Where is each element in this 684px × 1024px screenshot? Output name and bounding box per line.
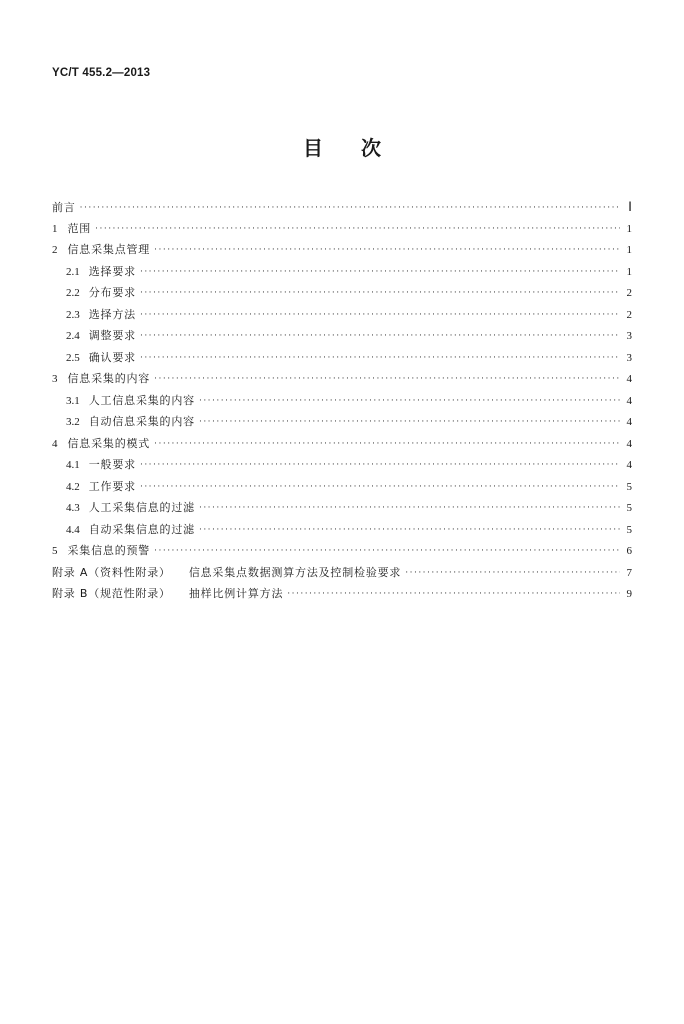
- toc-dot-leader: [140, 455, 620, 477]
- toc-entry-number: 2: [52, 244, 58, 256]
- toc-entry-title: [89, 476, 136, 498]
- toc-page-number: 7: [626, 566, 632, 579]
- toc-entry-number: 4.3: [66, 502, 80, 514]
- toc-entry-title-main: 工作要求: [88, 479, 136, 493]
- toc-entry-title-main: 采集信息的预警: [67, 544, 151, 557]
- toc-entry-number: 4.4: [66, 523, 80, 536]
- toc-entry[interactable]: [52, 218, 632, 240]
- toc-dot-leader: [199, 412, 620, 434]
- toc-entry-number: 2.1: [66, 265, 80, 278]
- toc-dot-leader: [199, 498, 620, 520]
- toc-entry-title: [89, 454, 136, 476]
- toc-page-number: 5: [626, 480, 632, 493]
- toc-entry[interactable]: [52, 368, 632, 390]
- toc-dot-leader: [140, 326, 620, 348]
- toc-page-number: 4: [626, 437, 632, 450]
- toc-entry[interactable]: [52, 454, 632, 476]
- toc-page-number: 5: [626, 523, 632, 536]
- toc-page-number: 3: [626, 351, 632, 364]
- toc-page-number: Ⅰ: [628, 199, 632, 214]
- toc-entry-title: [52, 583, 283, 605]
- toc-dot-leader: [154, 369, 620, 391]
- toc-entry[interactable]: [52, 562, 632, 584]
- toc-entry-title-main: 信息采集的内容: [67, 372, 151, 385]
- toc-page-number: 2: [626, 308, 632, 321]
- toc-entry-title-main: 选择方法: [88, 307, 136, 321]
- toc-entry-number: 4: [52, 437, 58, 450]
- toc-page-number: 3: [626, 330, 632, 342]
- toc-entry-title: [52, 562, 401, 584]
- toc-entry-title-main: 调整要求: [88, 329, 136, 342]
- title-char-1: 目: [303, 136, 323, 160]
- toc-dot-leader: [154, 541, 620, 563]
- toc-page-number: 4: [626, 394, 632, 407]
- document-code: YC/T 455.2—2013: [52, 67, 151, 79]
- toc-dot-leader: [140, 477, 620, 499]
- toc-entry-title-main: 范围: [67, 221, 92, 235]
- toc-page-number: 1: [626, 265, 632, 278]
- toc-dot-leader: [405, 563, 620, 585]
- toc-dot-leader: [287, 584, 620, 606]
- toc-page-number: 4: [626, 416, 632, 428]
- toc-page-number: 5: [626, 502, 632, 514]
- toc-page-number: 1: [626, 222, 632, 235]
- toc-entry-title-main: 信息采集点管理: [67, 243, 151, 256]
- toc-entry-title-main: 选择要求: [88, 264, 136, 278]
- toc-entry-title: [89, 497, 195, 519]
- toc-entry-title: [89, 261, 136, 283]
- toc-entry-title-main: 附录 B（规范性附录）: [52, 587, 171, 600]
- toc-entry[interactable]: [52, 390, 632, 412]
- toc-dot-leader: [154, 434, 620, 456]
- toc-entry[interactable]: [52, 304, 632, 326]
- toc-entry[interactable]: [52, 583, 632, 605]
- toc-entry[interactable]: [52, 261, 632, 283]
- toc-entry-title: [89, 304, 136, 326]
- toc-entry-title: [68, 218, 92, 240]
- toc-dot-leader: [199, 520, 620, 542]
- toc-entry[interactable]: [52, 476, 632, 498]
- toc-entry-title-main: 一般要求: [88, 458, 136, 471]
- toc-entry-number: 5: [52, 545, 58, 557]
- toc-entry-title: [68, 433, 151, 455]
- toc-page-number: 9: [626, 588, 632, 600]
- toc-entry-title-main: 确认要求: [88, 350, 136, 364]
- toc-entry[interactable]: [52, 497, 632, 519]
- title-char-2: 次: [361, 136, 381, 160]
- toc-entry[interactable]: [52, 282, 632, 304]
- toc-page-number: 4: [626, 459, 632, 471]
- toc-entry-title: [68, 368, 151, 390]
- toc-entry-title-main: 附录 A（资料性附录）: [52, 565, 171, 579]
- toc-entry-number: 3: [52, 373, 58, 385]
- toc-entry-title: [68, 540, 151, 562]
- table-of-contents: [52, 196, 632, 605]
- toc-entry-number: 2.4: [66, 330, 80, 342]
- toc-dot-leader: [140, 262, 620, 284]
- toc-entry-title-main: 信息采集的模式: [67, 436, 151, 450]
- toc-dot-leader: [140, 348, 620, 370]
- toc-entry-title: [89, 325, 136, 347]
- toc-entry-title: [89, 390, 195, 412]
- toc-page-number: 1: [626, 244, 632, 256]
- toc-page-number: 4: [626, 373, 632, 385]
- toc-entry-title-main: 自动信息采集的内容: [88, 415, 195, 428]
- toc-entry-title-sub: 信息采集点数据测算方法及控制检验要求: [188, 565, 402, 579]
- toc-entry-number: 2.5: [66, 351, 80, 364]
- toc-entry-title: [89, 519, 195, 541]
- toc-entry-title-main: 分布要求: [88, 286, 136, 299]
- toc-entry-number: 2.3: [66, 308, 80, 321]
- toc-entry-title-main: 自动采集信息的过滤: [88, 522, 195, 536]
- toc-entry[interactable]: [52, 411, 632, 433]
- toc-entry[interactable]: [52, 540, 632, 562]
- toc-entry[interactable]: [52, 325, 632, 347]
- toc-entry-number: 4.2: [66, 480, 80, 493]
- toc-entry[interactable]: [52, 239, 632, 261]
- toc-entry-title: [89, 411, 195, 433]
- toc-entry-number: 4.1: [66, 459, 80, 471]
- toc-entry-number: 1: [52, 222, 58, 235]
- toc-entry-title: [89, 347, 136, 369]
- toc-entry-title-main: 人工采集信息的过滤: [88, 501, 195, 514]
- toc-entry[interactable]: [52, 519, 632, 541]
- toc-dot-leader: [80, 198, 620, 220]
- toc-entry-title: [52, 197, 76, 219]
- toc-entry[interactable]: [52, 196, 632, 218]
- toc-entry-title: [89, 282, 136, 304]
- toc-dot-leader: [199, 391, 620, 413]
- toc-entry-number: 3.2: [66, 416, 80, 428]
- toc-dot-leader: [95, 219, 620, 241]
- toc-entry-title: [68, 239, 151, 261]
- toc-page-number: 2: [626, 287, 632, 299]
- toc-entry-number: 3.1: [66, 394, 80, 407]
- toc-entry[interactable]: [52, 347, 632, 369]
- page-title: [0, 132, 684, 161]
- toc-entry-title-sub: 抽样比例计算方法: [188, 587, 284, 600]
- toc-entry-title-main: 人工信息采集的内容: [88, 393, 195, 407]
- toc-entry-title-main: 前言: [52, 201, 76, 214]
- toc-entry[interactable]: [52, 433, 632, 455]
- toc-page-number: 6: [626, 545, 632, 557]
- toc-entry-number: 2.2: [66, 287, 80, 299]
- toc-dot-leader: [140, 283, 620, 305]
- toc-dot-leader: [140, 305, 620, 327]
- toc-dot-leader: [154, 240, 620, 262]
